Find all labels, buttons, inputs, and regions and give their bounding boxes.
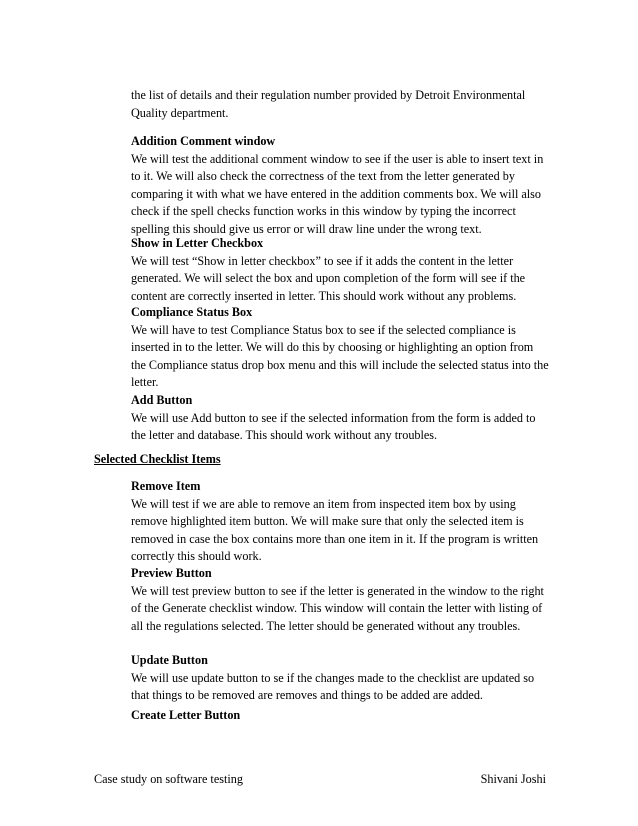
block-update-button [131,652,551,705]
block-compliance-status-box [131,304,551,392]
block-title: Update Button [131,653,208,667]
block-body: We will test “Show in letter checkbox” to see if it adds the content in the letter generated. We will select the box and upon completion of the form will see if the content are correctly inserted in letter. This should work without any problems. [131,253,526,303]
block-title: Preview Button [131,566,212,580]
section-heading: Selected Checklist Items [94,452,221,466]
block-title: Show in Letter Checkbox [131,236,264,250]
block-title: Remove Item [131,479,201,493]
block-addition-comment-window [131,133,551,239]
block-body: We will test if we are able to remove an item from inspected item box by using remove highlighted item button. We will make sure that only the selected item is removed in case the box contains more than one item in it. If the program is written correctly this should work. [131,496,539,564]
block-add-button [131,392,551,445]
block-title: Compliance Status Box [131,305,253,319]
block-body: We will use Add button to see if the selected information from the form is added to the letter and database. This should work without any troubles. [131,410,536,443]
block-body: We will have to test Compliance Status box to see if the selected compliance is inserted in to the letter. We will do this by choosing or highlighting an option from the Compliance status drop box menu and this will include the selected status into the letter. [131,322,549,390]
block-title: Add Button [131,393,193,407]
block-remove-item [131,478,551,566]
intro-paragraph: the list of details and their regulation number provided by Detroit Environmental Quality department. [131,88,526,120]
block-body: We will test preview button to see if the letter is generated in the window to the right of the Generate checklist window. This window will contain the letter with listing of all the regulations selected. The letter should be generated without any troubles. [131,583,544,633]
block-title: Create Letter Button [131,708,241,722]
footer-right-text: Shivani Joshi [480,772,546,786]
block-body: We will use update button to se if the changes made to the checklist are updated so that things to be removed are removes and things to be added are added. [131,670,535,703]
block-body: We will test the additional comment window to see if the user is able to insert text in to it. We will also check the correctness of the text from the letter generated by comparing it with what we have entered in the addition comments box. We will also check if the spell checks function works in this window by typing the incorrect spelling this should give us error or will draw line under the wrong text. [131,151,544,236]
block-show-in-letter-checkbox [131,235,551,305]
footer-left-text: Case study on software testing [94,772,243,786]
block-create-letter-button [131,707,551,725]
block-title: Addition Comment window [131,134,276,148]
block-preview-button [131,565,551,635]
